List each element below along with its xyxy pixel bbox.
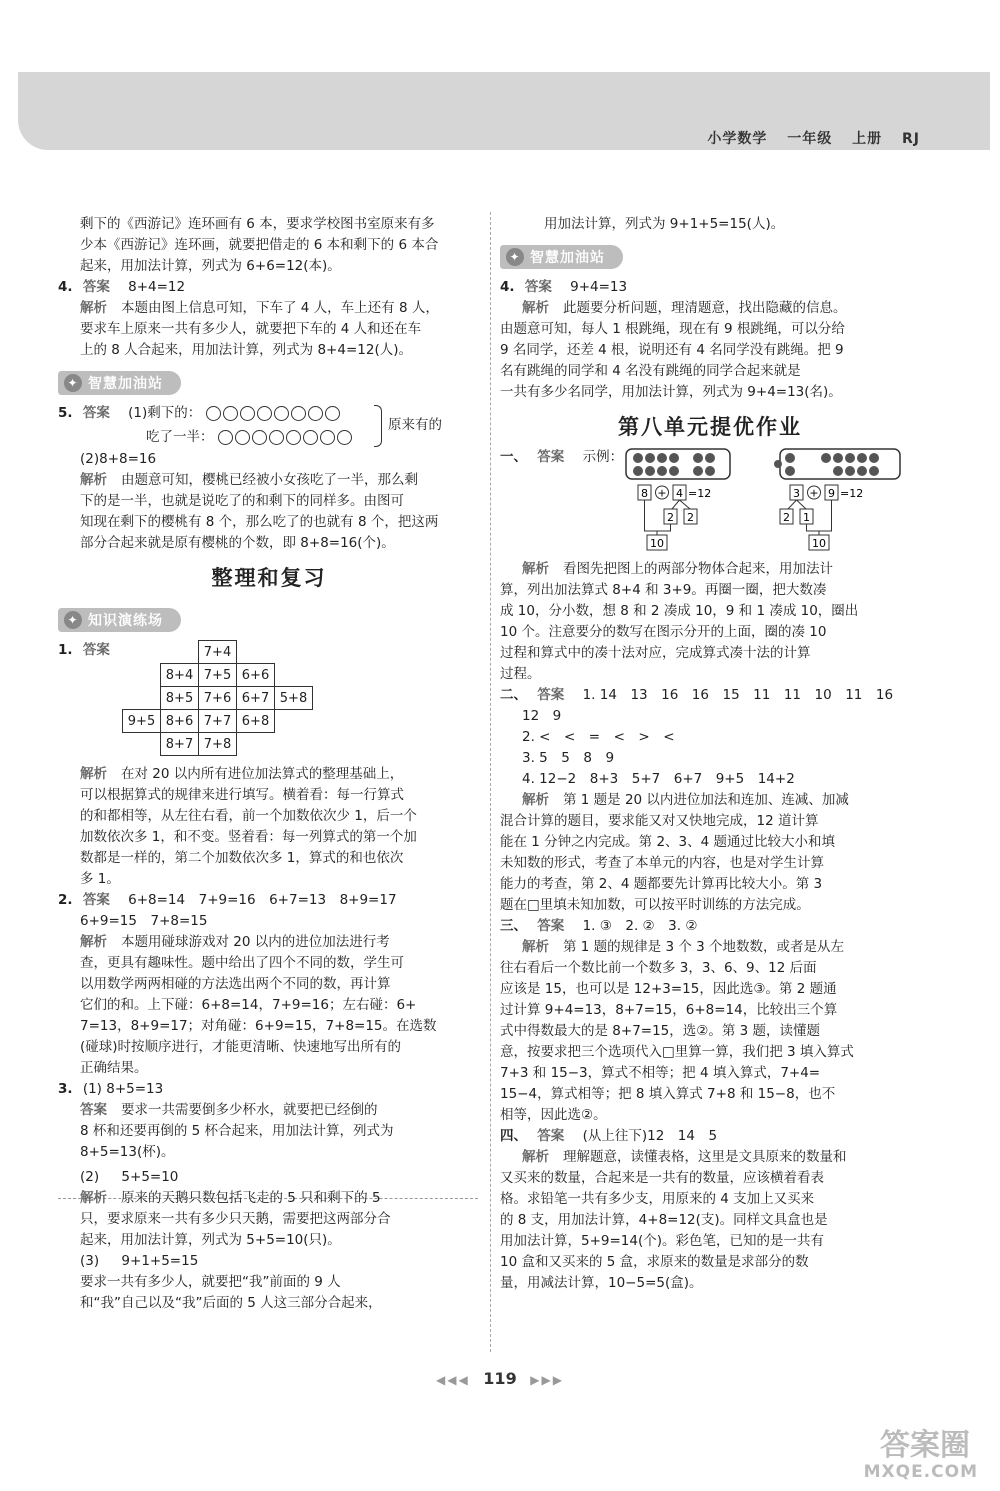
grid-cell bbox=[275, 664, 313, 687]
analysis-line: 过程。 bbox=[500, 666, 541, 682]
grid-cell bbox=[161, 641, 199, 664]
grid-cell: 8+7 bbox=[161, 733, 199, 756]
eq2-split2: 1 bbox=[803, 511, 810, 524]
grid-cell: 7+7 bbox=[199, 710, 237, 733]
eq1-sum: 10 bbox=[650, 537, 664, 550]
analysis-line: 7=13，8+9=17；对角碰：6+9=15，7+8=15。在选数 bbox=[80, 1018, 437, 1034]
grid-cell: 6+8 bbox=[237, 710, 275, 733]
analysis-line: 10 个。注意要分的数写在图示分开的上面，圈的凑 10 bbox=[500, 624, 827, 640]
answer-line: (2)8+8=16 bbox=[80, 451, 157, 467]
eq2-result: =12 bbox=[840, 487, 864, 500]
watermark-logo: 答案圈 MXQE.COM bbox=[863, 1428, 978, 1482]
analysis-line: 可以根据算式的规律来进行填写。横着看：每一行算式 bbox=[80, 787, 404, 803]
eaten-row: 吃了一半： bbox=[146, 427, 352, 448]
grid-cell: 7+8 bbox=[199, 733, 237, 756]
eq2-split1: 2 bbox=[783, 511, 790, 524]
eq1-a: 8 bbox=[641, 487, 648, 500]
analysis-line: 以用数学两两相碰的方法选出两个不同的数，再计算 bbox=[80, 976, 391, 992]
cherry-circles-eaten bbox=[218, 430, 352, 445]
section-banner: ✦ 知识演练场 bbox=[58, 608, 181, 632]
analysis-line: 和“我”自己以及“我”后面的 5 人这三部分合起来， bbox=[80, 1295, 382, 1311]
part-2-answer: 二、 答案 1. 14 13 16 16 15 11 11 10 11 16 bbox=[500, 687, 894, 703]
book-subject: 小学数学 bbox=[707, 131, 768, 147]
book-grade: 一年级 bbox=[787, 131, 833, 147]
grid-cell bbox=[275, 710, 313, 733]
grid-row bbox=[123, 641, 313, 664]
analysis-line: 的和都相等，从左往右看，前一个加数依次少 1，后一个 bbox=[80, 808, 417, 824]
analysis-line: 解析 看图先把图上的两部分物体合起来，用加法计 bbox=[522, 561, 833, 577]
eq1-result: =12 bbox=[688, 487, 712, 500]
grid-cell bbox=[123, 733, 161, 756]
analysis-line: 知现在剩下的樱桃有 8 个，那么吃了的也就有 8 个，把这两 bbox=[80, 514, 439, 530]
analysis-line: 8 杯和还要再倒的 5 杯合起来，用加法计算，列式为 bbox=[80, 1123, 394, 1139]
grid-row bbox=[123, 664, 313, 687]
analysis-line: 名有跳绳的同学和 4 名没有跳绳的同学合起来就是 bbox=[500, 363, 801, 379]
answer-line: 2. < < = < > < bbox=[522, 729, 675, 745]
question-3-part-3: (3) 9+1+5=15 bbox=[80, 1253, 199, 1269]
grid-cell: 7+5 bbox=[199, 664, 237, 687]
left-column bbox=[58, 214, 480, 1314]
grid-cell: 8+5 bbox=[161, 687, 199, 710]
question-4-answer: 4. 答案 9+4=13 bbox=[500, 279, 628, 295]
analysis-line: 能力的考查，第 2、4 题都要先计算再比较大小。第 3 bbox=[500, 876, 823, 892]
analysis-line: 7+3 和 15−3，算式不相等；把 4 填入算式，7+4= bbox=[500, 1065, 821, 1081]
grid-row bbox=[123, 687, 313, 710]
answer-line: 6+9=15 7+8=15 bbox=[80, 913, 208, 929]
eq2-b: 9 bbox=[828, 487, 835, 500]
eq1-split2: 2 bbox=[687, 511, 694, 524]
analysis-line: 意，按要求把三个选项代入□里算一算，我们把 3 填入算式 bbox=[500, 1044, 854, 1060]
grid-cell bbox=[123, 641, 161, 664]
analysis-line: 15−4，算式相等；把 8 填入算式 7+8 和 15−8，也不 bbox=[500, 1086, 836, 1102]
analysis-line: 多 1。 bbox=[80, 871, 120, 887]
analysis-line: 解析 本题用碰球游戏对 20 以内的进位加法进行考 bbox=[80, 934, 390, 950]
analysis-line: 要求一共有多少人，就要把“我”前面的 9 人 bbox=[80, 1274, 341, 1290]
grid-cell bbox=[237, 733, 275, 756]
analysis-line: 解析 此题要分析问题，理清题意，找出隐藏的信息。 bbox=[522, 300, 847, 316]
question-3-part-1: 3. (1) 8+5=13 bbox=[58, 1081, 164, 1097]
grid-cell bbox=[275, 733, 313, 756]
part-1-answer: 一、 答案 示例： bbox=[500, 449, 624, 465]
analysis-line: 一共有多少名同学，用加法计算，列式为 9+4=13(名)。 bbox=[500, 384, 842, 400]
grid-cell: 7+6 bbox=[199, 687, 237, 710]
analysis-line: 解析 在对 20 以内所有进位加法算式的整理基础上， bbox=[80, 766, 404, 782]
analysis-line: 混合计算的题目，要求能又对又快地完成，12 道计算 bbox=[500, 813, 819, 829]
section-banner: ✦ 智慧加油站 bbox=[58, 371, 181, 395]
analysis-line: 又买来的数量，合起来是一共有的数量，应该横着看表 bbox=[500, 1170, 824, 1186]
runner-icon: ✦ bbox=[64, 374, 82, 392]
analysis-line: 用加法计算，5+9=14(个)。彩色笔，已知的是一共有 bbox=[500, 1233, 825, 1249]
analysis-line: 解析 第 1 题的规律是 3 个 3 个地数数，或者是从左 bbox=[522, 939, 845, 955]
column-divider bbox=[490, 212, 491, 1352]
grid-cell bbox=[123, 664, 161, 687]
analysis-line: 查，更具有趣味性。题中给出了四个不同的数，学生可 bbox=[80, 955, 404, 971]
text-line: 少本《西游记》连环画，就要把借走的 6 本和剩下的 6 本合 bbox=[80, 237, 439, 253]
analysis-line: 数都是一样的，第二个加数依次多 1，算式的和也依次 bbox=[80, 850, 404, 866]
analysis-line: 正确结果。 bbox=[80, 1060, 148, 1076]
analysis-line: 成 10，分小数，想 8 和 2 凑成 10，9 和 1 凑成 10，圈出 bbox=[500, 603, 859, 619]
analysis-line: 下的是一半，也就是说吃了的和剩下的同样多。由图可 bbox=[80, 493, 404, 509]
grid-cell: 6+6 bbox=[237, 664, 275, 687]
analysis-line: 解析 理解题意，读懂表格，这里是文具原来的数量和 bbox=[522, 1149, 847, 1165]
eq1-split1: 2 bbox=[667, 511, 674, 524]
fruit-box-1 bbox=[626, 449, 730, 479]
eq2-op: + bbox=[809, 486, 819, 500]
analysis-line: 只，要求原来一共有多少只天鹅，需要把这两部分合 bbox=[80, 1211, 391, 1227]
analysis-line: 算，列出加法算式 8+4 和 3+9。再圈一圈，把大数凑 bbox=[500, 582, 827, 598]
fruit-icons-2 bbox=[774, 453, 879, 476]
part-1-block bbox=[500, 447, 920, 559]
section-banner: ✦ 智慧加油站 bbox=[500, 245, 623, 269]
cherry-circles-remaining bbox=[206, 406, 340, 421]
section-heading: 整理和复习 bbox=[211, 566, 327, 590]
make-ten-diagrams bbox=[620, 447, 910, 555]
analysis-line: 格。求铅笔一共有多少支，用原来的 4 支加上又买来 bbox=[500, 1191, 815, 1207]
grid-row bbox=[123, 733, 313, 756]
arrows-right-icon: ▶▶▶ bbox=[530, 1373, 564, 1387]
text-line: 剩下的《西游记》连环画有 6 本，要求学校图书室原来有多 bbox=[80, 216, 435, 232]
analysis-line: 未知数的形式，考查了本单元的内容，也是对学生计算 bbox=[500, 855, 824, 871]
eq1-b: 4 bbox=[676, 487, 683, 500]
addition-grid bbox=[122, 640, 313, 756]
analysis-line: 解析 本题由图上信息可知，下车了 4 人，车上还有 8 人， bbox=[80, 300, 439, 316]
analysis-line: 过计算 9+4=13，8+7=15，6+8=14，比较出三个算 bbox=[500, 1002, 838, 1018]
grid-cell: 5+8 bbox=[275, 687, 313, 710]
book-info bbox=[693, 128, 920, 148]
eq2-a: 3 bbox=[793, 487, 800, 500]
section-heading: 第八单元提优作业 bbox=[618, 415, 802, 439]
grid-cell: 8+4 bbox=[161, 664, 199, 687]
analysis-line: 部分合起来就是原有樱桃的个数，即 8+8=16(个)。 bbox=[80, 535, 395, 551]
grid-cell: 8+6 bbox=[161, 710, 199, 733]
book-edition: RJ bbox=[902, 131, 920, 147]
analysis-line: 9 名同学，还差 4 根，说明还有 4 名同学没有跳绳。把 9 bbox=[500, 342, 844, 358]
question-2-answer: 2. 答案 6+8=14 7+9=16 6+7=13 8+9=17 bbox=[58, 892, 397, 908]
answer-line: 12 9 bbox=[522, 708, 562, 724]
answer-line: 3. 5 5 8 9 bbox=[522, 750, 615, 766]
right-column bbox=[500, 214, 920, 1294]
analysis-line: 过程和算式中的凑十法对应，完成算式凑十法的计算 bbox=[500, 645, 811, 661]
analysis-line: 题在□里填未知加数，可以按平时训练的方法完成。 bbox=[500, 897, 810, 913]
runner-icon: ✦ bbox=[506, 248, 524, 266]
fruit-icons-1 bbox=[633, 453, 715, 476]
analysis-line: 往右看后一个数比前一个数多 3，3、6、9、12 后面 bbox=[500, 960, 817, 976]
analysis-line: 起来，用加法计算，列式为 5+5=10(只)。 bbox=[80, 1232, 341, 1248]
analysis-line: 解析 第 1 题是 20 以内进位加法和连加、连减、加减 bbox=[522, 792, 849, 808]
question-3-part-2: (2) 5+5=10 bbox=[80, 1169, 179, 1185]
analysis-line: 相等，因此选②。 bbox=[500, 1107, 607, 1123]
text-line: 起来，用加法计算，列式为 6+6=12(本)。 bbox=[80, 258, 341, 274]
analysis-line: 10 盒和又买来的 5 盒，求原来的数量是求部分的数 bbox=[500, 1254, 809, 1270]
grid-cell bbox=[123, 687, 161, 710]
eq1-op: + bbox=[657, 486, 667, 500]
analysis-line: 式中得数最大的是 8+7=15，选②。第 3 题，读懂题 bbox=[500, 1023, 821, 1039]
analysis-line: (碰球)时按顺序进行，才能更清晰、快速地写出所有的 bbox=[80, 1039, 402, 1055]
text-line: 用加法计算，列式为 9+1+5=15(人)。 bbox=[544, 216, 785, 232]
page-number: ◀◀◀ 119 ▶▶▶ bbox=[436, 1369, 564, 1388]
question-1-block bbox=[58, 640, 480, 764]
brace-icon bbox=[374, 405, 382, 447]
question-5-answer: 5. 答案 (1)剩下的： 吃了一半： 原来有的 bbox=[58, 403, 480, 449]
grid-cell bbox=[237, 641, 275, 664]
grid-cell: 9+5 bbox=[123, 710, 161, 733]
analysis-line: 由题意可知，每人 1 根跳绳，现在有 9 根跳绳，可以分给 bbox=[500, 321, 845, 337]
analysis-line: 应该是 15，也可以是 12+3=15，因此选③。第 2 题通 bbox=[500, 981, 837, 997]
analysis-line: 要求车上原来一共有多少人，就要把下车的 4 人和还在车 bbox=[80, 321, 422, 337]
analysis-line: 解析 由题意可知，樱桃已经被小女孩吃了一半，那么剩 bbox=[80, 472, 418, 488]
analysis-line: 加数依次多 1，和不变。竖着看：每一列算式的第一个加 bbox=[80, 829, 417, 845]
analysis-line: 它们的和。上下碰：6+8=14，7+9=16；左右碰：6+ bbox=[80, 997, 417, 1013]
analysis-line: 8+5=13(杯)。 bbox=[80, 1144, 175, 1160]
analysis-line: 解析 原来的天鹅只数包括飞走的 5 只和剩下的 5 bbox=[80, 1190, 381, 1206]
question-1-answer: 1. 答案 bbox=[58, 642, 110, 658]
answer-line: 4. 12−2 8+3 5+7 6+7 9+5 14+2 bbox=[522, 771, 795, 787]
eq2-sum: 10 bbox=[812, 537, 826, 550]
analysis-line: 量，用减法计算，10−5=5(盒)。 bbox=[500, 1275, 703, 1291]
grid-cell: 6+7 bbox=[237, 687, 275, 710]
grid-cell bbox=[275, 641, 313, 664]
grid-row bbox=[123, 710, 313, 733]
question-4-answer: 4. 答案 8+4=12 bbox=[58, 279, 186, 295]
book-volume: 上册 bbox=[852, 131, 883, 147]
part-4-answer: 四、 答案 (从上往下)12 14 5 bbox=[500, 1128, 718, 1144]
analysis-line: 上的 8 人合起来，用加法计算，列式为 8+4=12(人)。 bbox=[80, 342, 412, 358]
grid-cell: 7+4 bbox=[199, 641, 237, 664]
analysis-line: 的 8 支，用加法计算，4+8=12(支)。同样文具盒也是 bbox=[500, 1212, 828, 1228]
analysis-line: 答案 要求一共需要倒多少杯水，就要把已经倒的 bbox=[80, 1102, 378, 1118]
runner-icon: ✦ bbox=[64, 611, 82, 629]
part-3-answer: 三、 答案 1. ③ 2. ② 3. ② bbox=[500, 918, 698, 934]
analysis-line: 能在 1 分钟之内完成。第 2、3、4 题通过比较大小和填 bbox=[500, 834, 836, 850]
arrows-left-icon: ◀◀◀ bbox=[436, 1373, 470, 1387]
